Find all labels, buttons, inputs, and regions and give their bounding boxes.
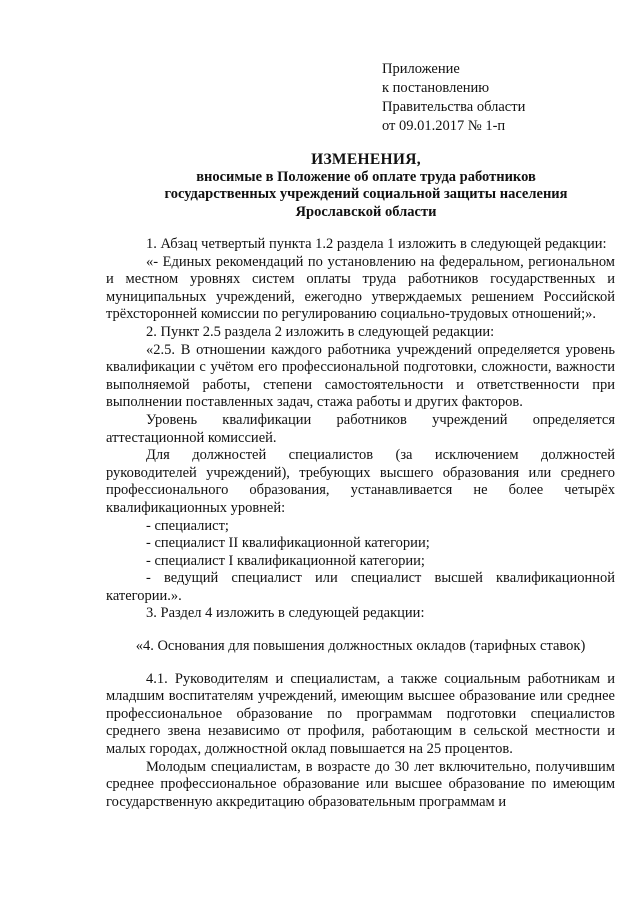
heading-line-1: вносимые в Положение об оплате труда работников [196, 168, 536, 185]
attachment-line-2: к постановлению [382, 80, 490, 96]
paragraph-1: 1. Абзац четвертый пункта 1.2 раздела 1 изложить в следующей редакции: [146, 236, 607, 252]
attachment-note [382, 60, 612, 136]
document-body [106, 236, 615, 811]
attachment-line-1: Приложение [382, 61, 460, 77]
paragraph-5: Уровень квалификации работников учреждений определяется аттестационной комиссией. [106, 411, 615, 446]
heading-line-3: Ярославской области [295, 203, 437, 220]
document-title: ИЗМЕНЕНИЯ, [311, 151, 421, 168]
list-item-2: - специалист II квалификационной категории; [146, 535, 430, 552]
heading-line-2: государственных учреждений социальной защиты населения [164, 186, 568, 202]
paragraph-3: 2. Пункт 2.5 раздела 2 изложить в следующей редакции: [146, 323, 495, 340]
list-item-3: - специалист I квалификационной категории; [146, 552, 425, 569]
paragraph-6: Для должностей специалистов (за исключением должностей руководителей учреждений), требующих высшего образования или среднего профессионального образования, устанавливается не более четырёх квалификационных уровней: [106, 447, 615, 516]
document-heading [106, 151, 626, 221]
paragraph-2: «- Единых рекомендаций по установлению на федеральном, региональном и местном уровнях систем оплаты труда работников государственных и муниципальных учреждений, ежегодно утверждаемых решением Российской трёхсторонней комиссии по регулированию социально-трудовых отношений;». [106, 253, 615, 323]
list-item-4: - ведущий специалист или специалист высшей квалификационной категории.». [106, 570, 615, 604]
section-heading: «4. Основания для повышения должностных окладов (тарифных ставок) [135, 638, 586, 655]
attachment-line-4: от 09.01.2017 № 1-п [382, 118, 506, 134]
paragraph-8: 4.1. Руководителям и специалистам, а также социальным работникам и младшим воспитателям учреждений, имеющим высшее образование или среднее профессиональное образование по программам подготовки специалистов среднего звена независимо от профиля, работающим в сельской местности и малых городах, должностной оклад повышается на 25 процентов. [106, 670, 615, 758]
paragraph-9: Молодым специалистам, в возрасте до 30 лет включительно, получившим среднее профессиональное образование или высшее образование по имеющим государственную аккредитацию образовательным программам и [106, 758, 615, 810]
paragraph-4: «2.5. В отношении каждого работника учреждений определяется уровень квалификации с учётом его профессиональной подготовки, сложности, важности выполняемой работы, степени самостоятельности и ответственности при выполнении поставленных задач, стажа работы и других факторов. [106, 341, 615, 411]
paragraph-7: 3. Раздел 4 изложить в следующей редакции: [146, 605, 425, 622]
list-item-1: - специалист; [146, 517, 229, 534]
attachment-line-3: Правительства области [382, 99, 526, 115]
